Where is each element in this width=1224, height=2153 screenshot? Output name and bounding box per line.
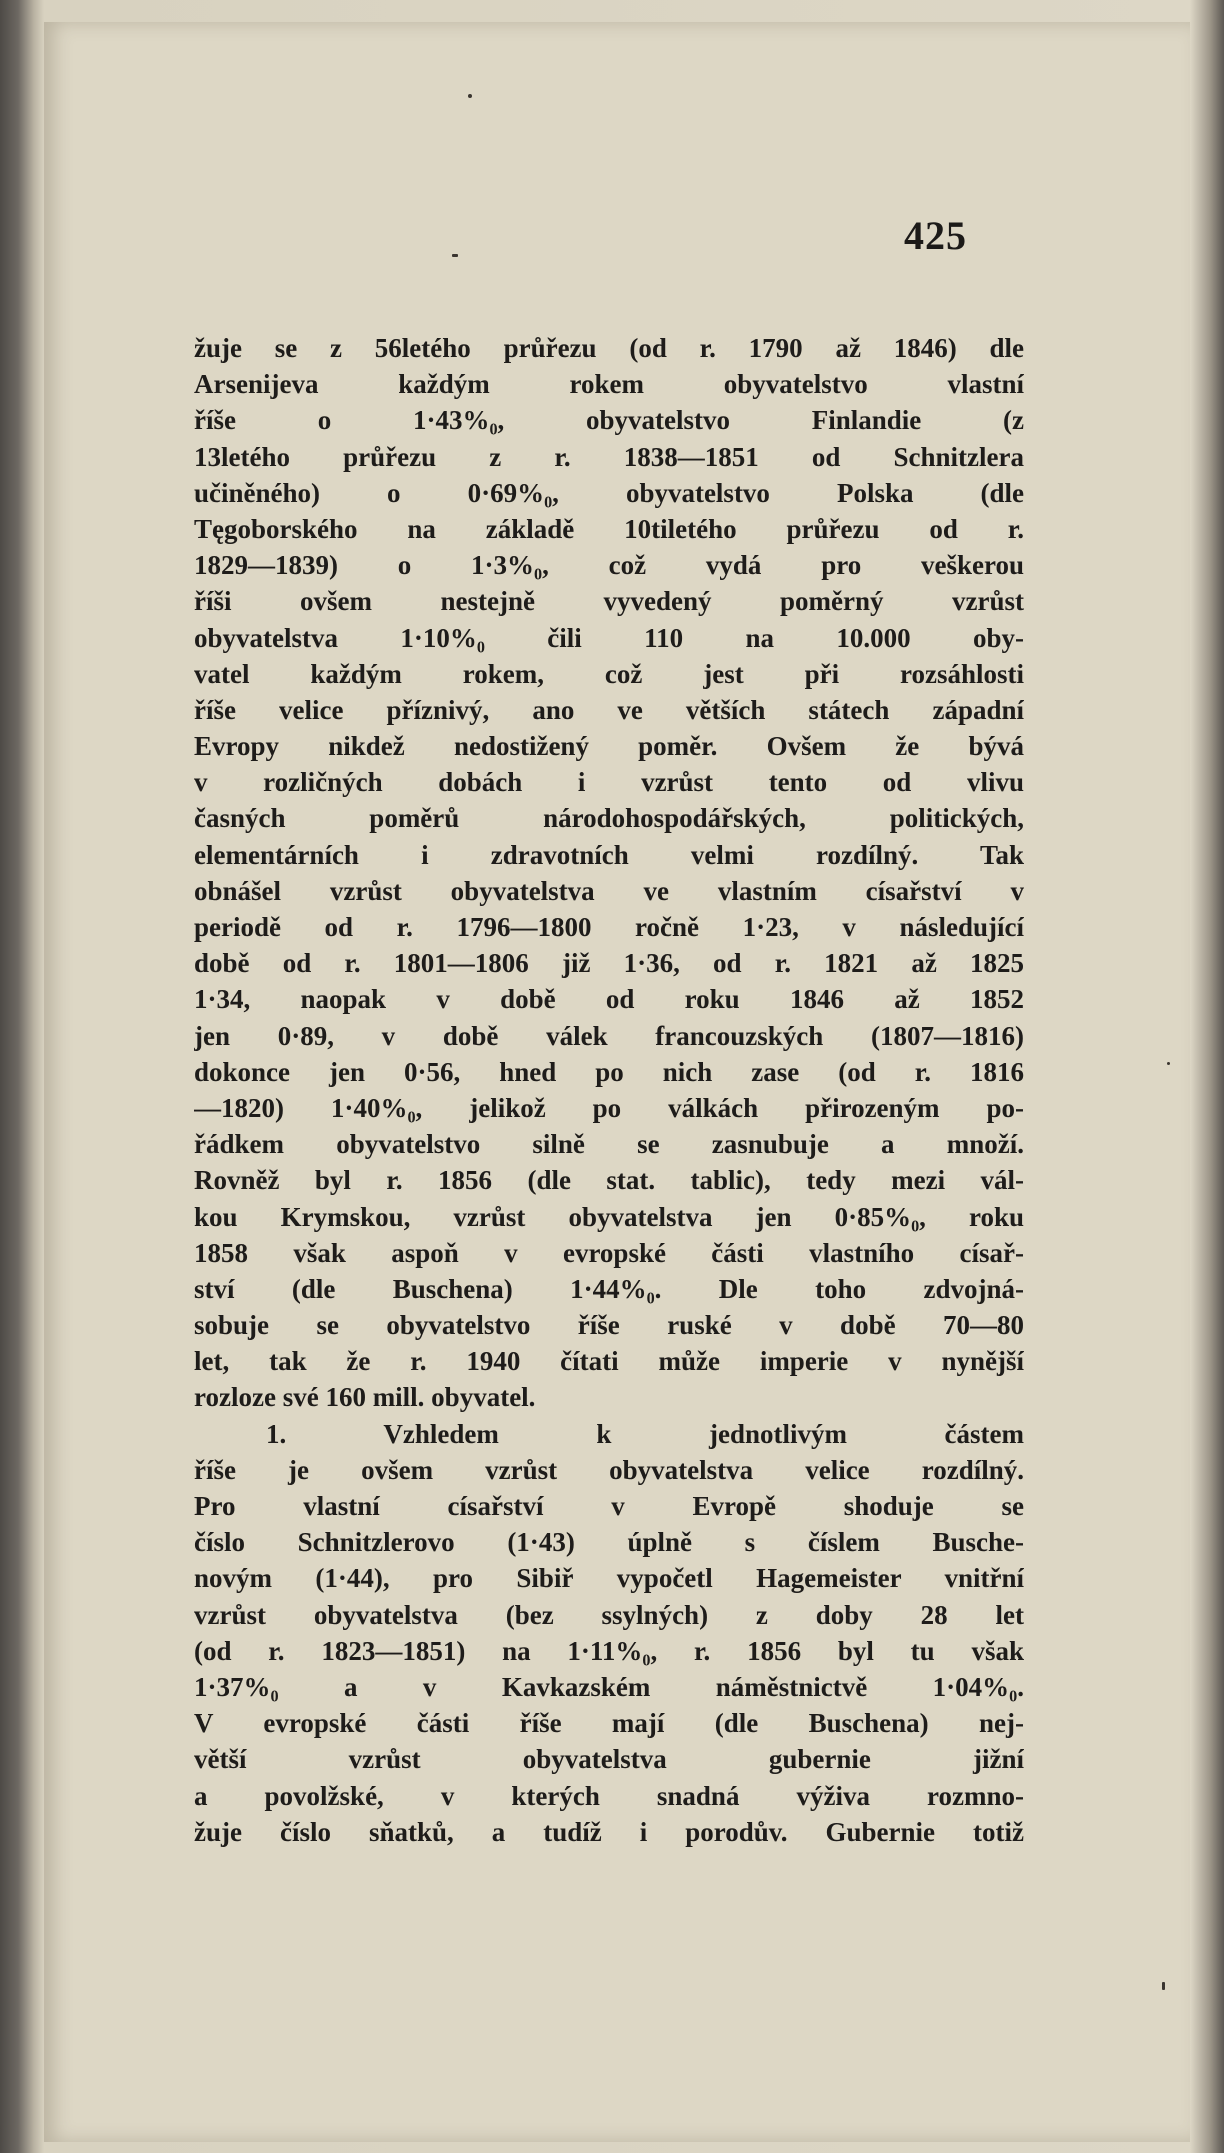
text-line: 1858 však aspoň v evropské části vlastního císař- bbox=[194, 1237, 1024, 1268]
text-line: vzrůst obyvatelstva (bez ssylných) z doby 28 let bbox=[194, 1599, 1024, 1630]
text-line: časných poměrů národohospodářských, politických, bbox=[194, 803, 1024, 834]
text-line: říše o 1·43%₀, obyvatelstvo Finlandie (z bbox=[194, 405, 1024, 436]
text-line: periodě od r. 1796—1800 ročně 1·23, v následující bbox=[194, 912, 1024, 942]
text-line: V evropské části říše mají (dle Buschena) nej- bbox=[194, 1708, 1024, 1739]
text-line: 1·37%₀ a v Kavkazském náměstnictvě 1·04%₀. bbox=[194, 1671, 1024, 1702]
text-line: obnášel vzrůst obyvatelstva ve vlastním císařství v bbox=[194, 875, 1024, 906]
book-page bbox=[44, 22, 1190, 2142]
text-line: Evropy nikdež nedostižený poměr. Ovšem že bývá bbox=[194, 731, 1024, 762]
text-line: a povolžské, v kterých snadná výživa rozmno- bbox=[194, 1780, 1024, 1811]
text-line: sobuje se obyvatelstvo říše ruské v době 70—80 bbox=[194, 1310, 1024, 1341]
page-number: 425 bbox=[904, 213, 967, 258]
paragraph-end-line: rozloze své 160 mill. obyvatel. bbox=[194, 1382, 536, 1413]
text-line: novým (1·44), pro Sibiř vypočetl Hagemeister vnitřní bbox=[194, 1563, 1024, 1594]
text-line: elementárních i zdravotních velmi rozdílný. Tak bbox=[194, 839, 1024, 870]
text-line: říše velice příznivý, ano ve větších státech západní bbox=[194, 694, 1024, 725]
text-line: žuje se z 56letého průřezu (od r. 1790 až 1846) dle bbox=[194, 333, 1024, 363]
text-line: kou Krymskou, vzrůst obyvatelstva jen 0·85%₀, roku bbox=[194, 1201, 1024, 1232]
text-line: Arsenijeva každým rokem obyvatelstvo vlastní bbox=[194, 369, 1024, 400]
text-line: větší vzrůst obyvatelstva gubernie jižní bbox=[194, 1744, 1024, 1775]
text-line: říše je ovšem vzrůst obyvatelstva velice rozdílný. bbox=[194, 1454, 1024, 1485]
text-line: obyvatelstva 1·10%₀ čili 110 na 10.000 oby- bbox=[194, 622, 1024, 653]
text-line: číslo Schnitzlerovo (1·43) úplně s číslem Busche- bbox=[194, 1527, 1024, 1558]
text-line: v rozličných dobách i vzrůst tento od vlivu bbox=[194, 767, 1024, 798]
text-line: 13letého průřezu z r. 1838—1851 od Schnitzlera bbox=[194, 441, 1024, 472]
text-line: 1·34, naopak v době od roku 1846 až 1852 bbox=[194, 984, 1024, 1015]
text-line: let, tak že r. 1940 čítati může imperie v nynější bbox=[194, 1346, 1024, 1377]
text-line: řádkem obyvatelstvo silně se zasnubuje a množí. bbox=[194, 1129, 1024, 1160]
print-speck bbox=[468, 94, 472, 98]
text-line: 1829—1839) o 1·3%₀, což vydá pro veškerou bbox=[194, 550, 1024, 581]
text-line: době od r. 1801—1806 již 1·36, od r. 1821 až 1825 bbox=[194, 948, 1024, 979]
text-line: říši ovšem nestejně vyvedený poměrný vzrůst bbox=[194, 586, 1024, 617]
text-line: (od r. 1823—1851) na 1·11%₀, r. 1856 byl tu však bbox=[194, 1635, 1024, 1666]
text-line: vatel každým rokem, což jest při rozsáhlosti bbox=[194, 658, 1024, 689]
print-speck bbox=[1162, 1982, 1165, 1990]
text-line: Tęgoborského na základě 10tiletého průřezu od r. bbox=[194, 513, 1024, 544]
text-line: jen 0·89, v době válek francouzských (1807—1816) bbox=[194, 1020, 1024, 1051]
paragraph-start-line: 1. Vzhledem k jednotlivým částem bbox=[266, 1418, 1024, 1449]
text-line: Rovněž byl r. 1856 (dle stat. tablic), tedy mezi vál- bbox=[194, 1165, 1024, 1196]
text-line: —1820) 1·40%₀, jelikož po válkách přirozeným po- bbox=[194, 1092, 1024, 1123]
text-line: učiněného) o 0·69%₀, obyvatelstvo Polska (dle bbox=[194, 477, 1024, 508]
print-speck bbox=[1167, 1062, 1170, 1065]
print-speck bbox=[452, 254, 458, 257]
text-line: dokonce jen 0·56, hned po nich zase (od r. 1816 bbox=[194, 1056, 1024, 1087]
text-line: ství (dle Buschena) 1·44%₀. Dle toho zdvojná- bbox=[194, 1273, 1024, 1304]
text-line: Pro vlastní císařství v Evropě shoduje se bbox=[194, 1491, 1024, 1521]
body-text bbox=[194, 330, 1024, 1850]
text-line: žuje číslo sňatků, a tudíž i porodův. Gubernie totiž bbox=[194, 1816, 1024, 1847]
